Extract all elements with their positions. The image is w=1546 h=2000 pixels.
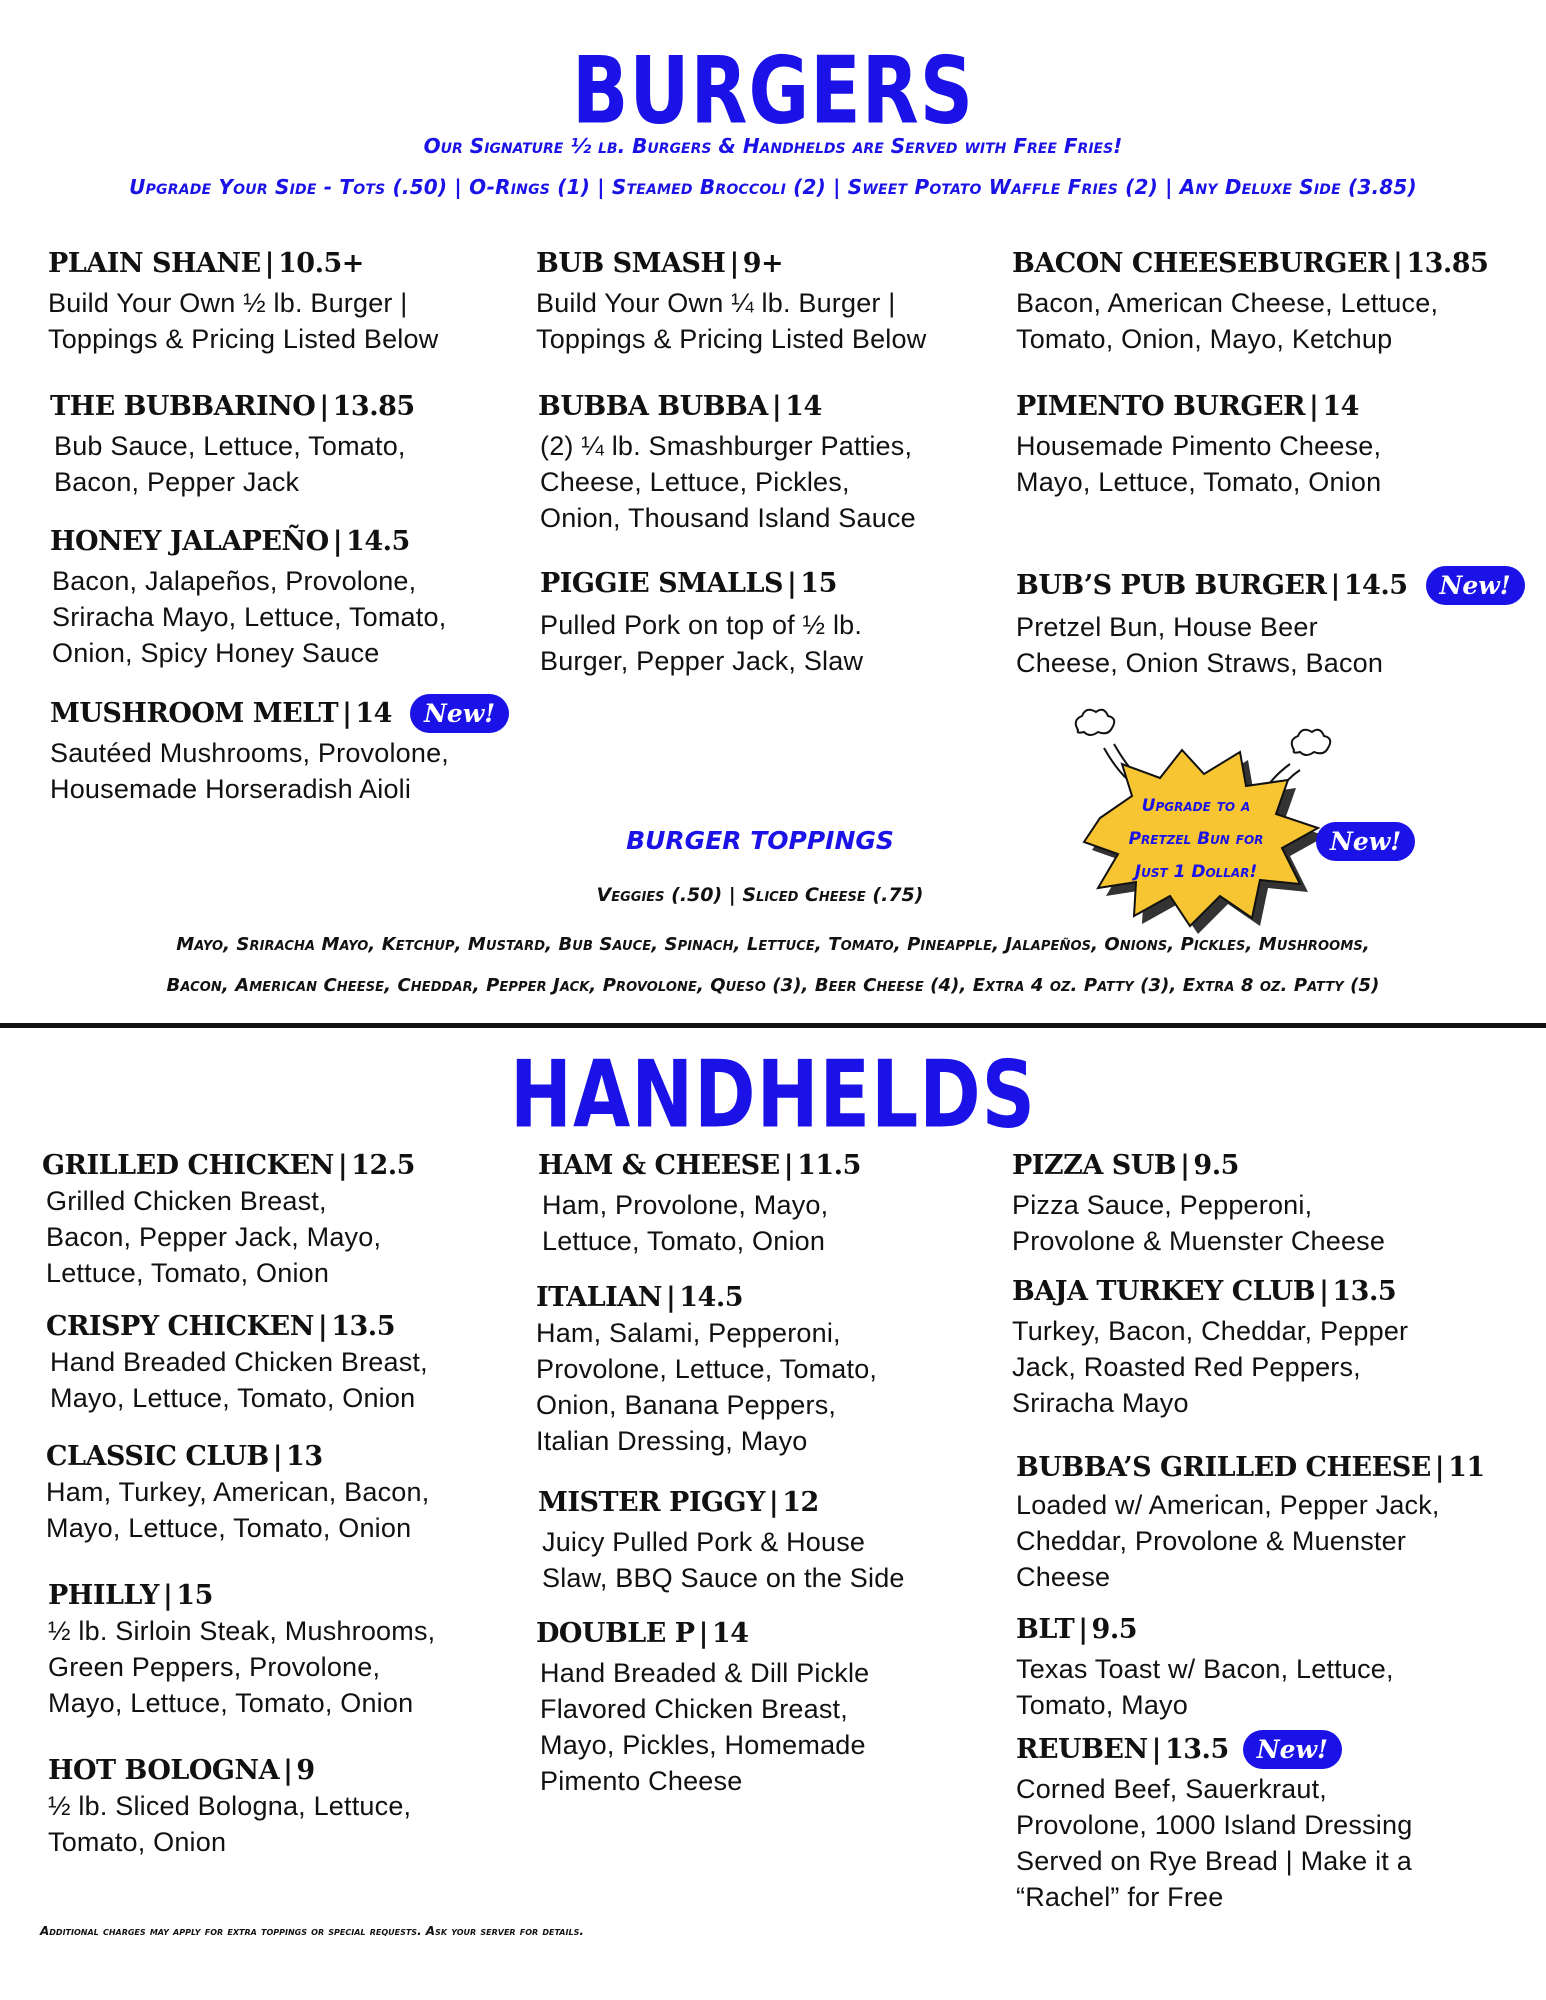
item-price: 9 [296, 1755, 315, 1786]
menu-item-piggie-smalls: PIGGIE SMALLS | 15 Pulled Pork on top of ½ lb. Burger, Pepper Jack, Slaw [540, 568, 863, 679]
item-description: Housemade Pimento Cheese, Mayo, Lettuce, Tomato, Onion [1016, 431, 1382, 497]
item-description: Pizza Sauce, Pepperoni, Provolone & Muenster Cheese [1012, 1190, 1386, 1256]
item-description: Loaded w/ American, Pepper Jack, Cheddar, Provolone & Muenster Cheese [1016, 1490, 1440, 1592]
side-upgrades: Upgrade Your Side - Tots (.50) | O-Rings (1) | Steamed Broccoli (2) | Sweet Potato Waffle Fries (2) | Any Deluxe Side (3.85) [129, 175, 1417, 199]
item-description: ½ lb. Sliced Bologna, Lettuce, Tomato, Onion [48, 1791, 412, 1857]
item-name: DOUBLE P [536, 1618, 695, 1649]
item-price: 14.5 [346, 526, 410, 557]
item-name: ITALIAN [536, 1282, 662, 1313]
burgers-subtitle: Our Signature ½ lb. Burgers & Handhelds are Served with Free Fries! [423, 134, 1123, 158]
toppings-title: BURGER TOPPINGS [626, 826, 894, 855]
item-name: PIMENTO BURGER [1016, 391, 1305, 422]
item-description: Hand Breaded & Dill Pickle Flavored Chicken Breast, Mayo, Pickles, Homemade Pimento Cheese [540, 1658, 870, 1796]
item-name: MISTER PIGGY [538, 1487, 765, 1518]
item-price: 14.5 [1343, 570, 1408, 601]
menu-item-philly: PHILLY | 15 ½ lb. Sirloin Steak, Mushrooms, Green Peppers, Provolone, Mayo, Lettuce, Tomato, Onion [48, 1580, 435, 1721]
menu-item-plain-shane: PLAIN SHANE | 10.5+ Build Your Own ½ lb. Burger | Toppings & Pricing Listed Below [48, 248, 438, 357]
burgers-title: BURGERS [571, 37, 975, 145]
item-price: 15 [176, 1580, 213, 1611]
item-name: BUB’S PUB BURGER [1016, 570, 1327, 601]
item-price: 13 [286, 1441, 323, 1472]
toppings-list: Bacon, American Cheese, Cheddar, Pepper Jack, Provolone, Queso (3), Beer Cheese (4), Extra 4 oz. Patty (3), Extra 8 oz. Patty (5) [166, 975, 1380, 996]
item-price: 12.5 [351, 1150, 415, 1181]
item-name: MUSHROOM MELT [50, 698, 339, 729]
item-price: 14.5 [679, 1282, 744, 1313]
menu-item-honey-jalapeno: HONEY JALAPEÑO | 14.5 Bacon, Jalapeños, Provolone, Sriracha Mayo, Lettuce, Tomato, Onion, Spicy Honey Sauce [50, 526, 446, 671]
item-name: PHILLY [48, 1580, 159, 1611]
item-name: THE BUBBARINO [50, 391, 316, 422]
item-description: Juicy Pulled Pork & House Slaw, BBQ Sauce on the Side [542, 1527, 905, 1593]
item-description: Bub Sauce, Lettuce, Tomato, Bacon, Pepper Jack [54, 431, 406, 497]
menu-item-pizza-sub: PIZZA SUB | 9.5 Pizza Sauce, Pepperoni, Provolone & Muenster Cheese [1012, 1150, 1385, 1259]
item-name: CRISPY CHICKEN [46, 1311, 314, 1342]
item-price: 14 [711, 1618, 749, 1649]
item-name: HOT BOLOGNA [48, 1755, 280, 1786]
item-description: Corned Beef, Sauerkraut, Provolone, 1000 Island Dressing Served on Rye Bread | Make it a “Rachel” for Free [1016, 1774, 1413, 1912]
item-name: BUBBA BUBBA [538, 391, 768, 422]
item-price: 14 [355, 698, 392, 729]
menu-item-bubbas-grilled-cheese: BUBBA’S GRILLED CHEESE | 11 Loaded w/ American, Pepper Jack, Cheddar, Provolone & Muenster Cheese [1016, 1452, 1485, 1595]
item-price: 12 [782, 1487, 819, 1518]
item-name: CLASSIC CLUB [46, 1441, 269, 1472]
menu-item-mushroom-melt: MUSHROOM MELT | 14 New! Sautéed Mushrooms, Provolone, Housemade Horseradish Aioli [50, 694, 509, 807]
new-badge: New! [1316, 822, 1415, 861]
menu-item-the-bubbarino: THE BUBBARINO | 13.85 Bub Sauce, Lettuce, Tomato, Bacon, Pepper Jack [50, 391, 415, 500]
item-description: Grilled Chicken Breast, Bacon, Pepper Jack, Mayo, Lettuce, Tomato, Onion [46, 1186, 382, 1288]
item-price: 15 [800, 568, 837, 599]
item-name: REUBEN [1016, 1734, 1148, 1765]
menu-item-ham-cheese: HAM & CHEESE | 11.5 Ham, Provolone, Mayo, Lettuce, Tomato, Onion [538, 1150, 861, 1259]
menu-item-blt: BLT | 9.5 Texas Toast w/ Bacon, Lettuce, Tomato, Mayo [1016, 1614, 1394, 1723]
item-name: GRILLED CHICKEN [42, 1150, 334, 1181]
item-price: 14 [785, 391, 822, 422]
menu-item-baja-turkey-club: BAJA TURKEY CLUB | 13.5 Turkey, Bacon, Cheddar, Pepper Jack, Roasted Red Peppers, Sriracha Mayo [1012, 1276, 1408, 1421]
new-badge: New! [410, 694, 509, 733]
menu-item-bubba-bubba: BUBBA BUBBA | 14 (2) ¼ lb. Smashburger Patties, Cheese, Lettuce, Pickles, Onion, Thousand Island Sauce [538, 391, 916, 536]
item-price: 9.5 [1193, 1150, 1239, 1181]
item-name: BLT [1016, 1614, 1075, 1645]
pretzel-promo-text: Upgrade to a Pretzel Bun for Just 1 Dollar! [1128, 796, 1264, 882]
menu-item-italian: ITALIAN | 14.5 Ham, Salami, Pepperoni, Provolone, Lettuce, Tomato, Onion, Banana Peppers, Italian Dressing, Mayo [536, 1282, 877, 1459]
item-name: PIZZA SUB [1012, 1150, 1177, 1181]
item-description: ½ lb. Sirloin Steak, Mushrooms, Green Peppers, Provolone, Mayo, Lettuce, Tomato, Onion [48, 1616, 436, 1718]
item-description: Bacon, American Cheese, Lettuce, Tomato, Onion, Mayo, Ketchup [1016, 288, 1439, 354]
item-description: Bacon, Jalapeños, Provolone, Sriracha Mayo, Lettuce, Tomato, Onion, Spicy Honey Sauce [52, 566, 447, 668]
item-price: 9.5 [1091, 1614, 1138, 1645]
item-price: 13.5 [331, 1311, 395, 1342]
section-divider [0, 1023, 1546, 1028]
item-name: PLAIN SHANE [48, 248, 261, 279]
menu-item-bub-smash: BUB SMASH | 9+ Build Your Own ¼ lb. Burger | Toppings & Pricing Listed Below [536, 248, 926, 357]
menu-item-pimento-burger: PIMENTO BURGER | 14 Housemade Pimento Cheese, Mayo, Lettuce, Tomato, Onion [1016, 391, 1381, 500]
handhelds-title: HANDHELDS [510, 1041, 1036, 1149]
smoke-cloud-left-icon [1076, 710, 1115, 735]
item-description: Build Your Own ½ lb. Burger | Toppings & Pricing Listed Below [48, 288, 439, 354]
toppings-prices: Veggies (.50) | Sliced Cheese (.75) [596, 884, 924, 906]
menu-item-classic-club: CLASSIC CLUB | 13 Ham, Turkey, American, Bacon, Mayo, Lettuce, Tomato, Onion [46, 1441, 429, 1546]
item-description: Pulled Pork on top of ½ lb. Burger, Pepper Jack, Slaw [540, 610, 864, 676]
footnote: Additional charges may apply for extra toppings or special requests. Ask your server for details. [40, 1924, 584, 1938]
menu-item-bubs-pub-burger: BUB’S PUB BURGER | 14.5 New! Pretzel Bun, House Beer Cheese, Onion Straws, Bacon [1016, 566, 1525, 681]
menu-item-crispy-chicken: CRISPY CHICKEN | 13.5 Hand Breaded Chicken Breast, Mayo, Lettuce, Tomato, Onion [46, 1311, 428, 1416]
item-name: HAM & CHEESE [538, 1150, 780, 1181]
menu-item-grilled-chicken: GRILLED CHICKEN | 12.5 Grilled Chicken Breast, Bacon, Pepper Jack, Mayo, Lettuce, Tomato, Onion [42, 1150, 415, 1291]
menu-item-double-p: DOUBLE P | 14 Hand Breaded & Dill Pickle Flavored Chicken Breast, Mayo, Pickles, Homemade Pimento Cheese [536, 1618, 869, 1799]
item-description: Texas Toast w/ Bacon, Lettuce, Tomato, Mayo [1016, 1654, 1394, 1720]
item-name: BUBBA’S GRILLED CHEESE [1016, 1452, 1431, 1483]
menu-item-mister-piggy: MISTER PIGGY | 12 Juicy Pulled Pork & House Slaw, BBQ Sauce on the Side [538, 1487, 905, 1596]
item-price: 13.85 [1406, 248, 1489, 279]
item-description: (2) ¼ lb. Smashburger Patties, Cheese, Lettuce, Pickles, Onion, Thousand Island Sauce [540, 431, 916, 533]
item-price: 11 [1448, 1452, 1485, 1483]
menu-item-reuben: REUBEN | 13.5 New! Corned Beef, Sauerkraut, Provolone, 1000 Island Dressing Served on Rye Bread | Make it a “Rachel” for Free [1016, 1730, 1412, 1915]
item-description: Ham, Turkey, American, Bacon, Mayo, Lettuce, Tomato, Onion [46, 1477, 430, 1543]
item-description: Hand Breaded Chicken Breast, Mayo, Lettuce, Tomato, Onion [50, 1347, 428, 1413]
item-description: Turkey, Bacon, Cheddar, Pepper Jack, Roasted Red Peppers, Sriracha Mayo [1012, 1316, 1409, 1418]
item-name: HONEY JALAPEÑO [50, 526, 329, 557]
item-price: 13.5 [1164, 1734, 1229, 1765]
item-description: Ham, Salami, Pepperoni, Provolone, Lettuce, Tomato, Onion, Banana Peppers, Italian Dressing, Mayo [536, 1318, 878, 1456]
new-badge: New! [1243, 1730, 1342, 1769]
item-price: 9+ [742, 248, 784, 279]
menu-item-bacon-cheeseburger: BACON CHEESEBURGER | 13.85 Bacon, American Cheese, Lettuce, Tomato, Onion, Mayo, Ketchup [1012, 248, 1488, 357]
item-name: BUB SMASH [536, 248, 726, 279]
item-name: BACON CHEESEBURGER [1012, 248, 1389, 279]
toppings-list: Mayo, Sriracha Mayo, Ketchup, Mustard, Bub Sauce, Spinach, Lettuce, Tomato, Pineapple, Jalapeños, Onions, Pickles, Mushrooms, [176, 934, 1370, 955]
item-description: Build Your Own ¼ lb. Burger | Toppings & Pricing Listed Below [536, 288, 927, 354]
item-name: PIGGIE SMALLS [540, 568, 783, 599]
item-description: Sautéed Mushrooms, Provolone, Housemade Horseradish Aioli [50, 738, 450, 804]
item-price: 13.5 [1332, 1276, 1397, 1307]
smoke-cloud-right-icon [1292, 730, 1331, 755]
new-badge: New! [1426, 566, 1525, 605]
item-name: BAJA TURKEY CLUB [1012, 1276, 1316, 1307]
item-price: 13.85 [332, 391, 415, 422]
item-price: 14 [1322, 391, 1359, 422]
item-price: 10.5+ [278, 248, 364, 279]
menu-item-hot-bologna: HOT BOLOGNA | 9 ½ lb. Sliced Bologna, Lettuce, Tomato, Onion [48, 1755, 411, 1860]
item-price: 11.5 [797, 1150, 861, 1181]
item-description: Ham, Provolone, Mayo, Lettuce, Tomato, Onion [542, 1190, 829, 1256]
item-description: Pretzel Bun, House Beer Cheese, Onion Straws, Bacon [1016, 612, 1384, 678]
